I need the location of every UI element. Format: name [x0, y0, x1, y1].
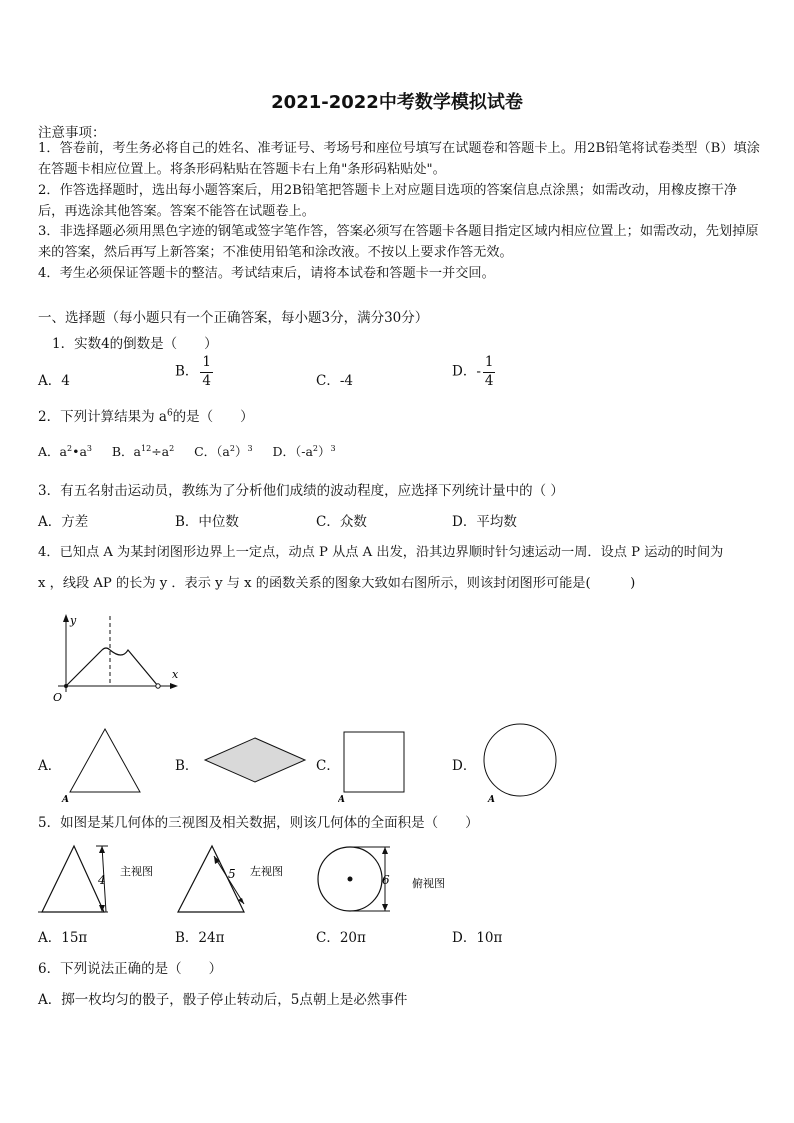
q2-option-a: A．$a^2•a^3$ — [38, 443, 92, 459]
rhombus-icon — [200, 734, 310, 784]
q5-three-views — [38, 838, 458, 918]
q2-option-b: B．$a^{12}\div a^2$ — [111, 443, 175, 459]
question-4-line-1: 4．已知点 A 为某封闭图形边界上一定点，动点 P 从点 A 出发，沿其边界顺时针匀速运动一周．设点 P 运动的时间为 — [38, 545, 724, 560]
q3-option-a: A．方差 — [38, 514, 89, 530]
point-a-label: A — [488, 795, 495, 804]
q4-option-a: A． — [38, 758, 62, 774]
q1-option-b: B． $\frac{1}{4}$ — [175, 354, 212, 389]
point-a-label: A — [62, 795, 69, 804]
note-item: 2．作答选择题时，选出每小题答案后，用2B铅笔把答题卡上对应题目选项的答案信息点涂黑；如需改动，用橡皮擦干净后，再选涂其他答案。答案不能答在试题卷上。 — [38, 183, 738, 219]
q4-function-graph — [44, 612, 194, 707]
front-view — [38, 846, 153, 912]
q3-option-d: D．平均数 — [452, 514, 517, 530]
q1-option-a: A．4 — [38, 373, 70, 389]
side-view-dimension: 5 — [228, 867, 236, 881]
square-icon — [338, 728, 408, 804]
q4-option-d: D． — [452, 758, 477, 774]
q3-option-b: B．中位数 — [175, 514, 239, 530]
q1-option-c: C．-4 — [316, 373, 353, 389]
question-1-stem: 1．实数4的倒数是（ ） — [52, 336, 218, 352]
graph-origin-label: O — [53, 691, 63, 704]
q2-option-c: C．$(a^2)^3$ — [194, 443, 253, 459]
q4-option-b: B． — [175, 758, 199, 774]
side-view — [178, 846, 283, 912]
q3-option-c: C．众数 — [316, 514, 367, 530]
graph-y-label: y — [70, 614, 77, 627]
side-view-label: 左视图 — [250, 865, 283, 878]
note-item: 4．考生必须保证答题卡的整洁。考试结束后，请将本试卷和答题卡一并交回。 — [38, 266, 495, 281]
note-item: 3．非选择题必须用黑色字迹的钢笔或签字笔作答，答案必须写在答题卡各题目指定区域内相应位置上；如需改动，先划掉原来的答案，然后再写上新答案；不准使用铅笔和涂改液。不按以上要求作答无效。 — [38, 224, 759, 260]
fraction: $\frac{1}{4}$ — [202, 354, 212, 389]
front-view-label: 主视图 — [120, 865, 153, 878]
note-item: 1．答卷前，考生务必将自己的姓名、准考证号、考场号和座位号填写在试题卷和答题卡上。用2B铅笔将试卷类型（B）填涂在答题卡相应位置上。将条形码粘贴在答题卡右上角"条形码粘贴处"。 — [38, 141, 760, 177]
notes-heading: 注意事项： — [38, 125, 106, 141]
question-2-stem: 2．下列计算结果为 $a^6$的是（ ） — [38, 408, 254, 425]
question-4-line-2: x ，线段 AP 的长为 y ．表示 y 与 x 的函数关系的图象大致如右图所示，则该封闭图形可能是( ) — [38, 576, 636, 591]
front-view-dimension: 4 — [98, 873, 106, 887]
q2-options — [38, 442, 336, 460]
circle-icon — [480, 720, 562, 804]
graph-x-label: x — [172, 668, 179, 681]
q6-option-a: A．掷一枚均匀的骰子，骰子停止转动后，5点朝上是必然事件 — [38, 992, 408, 1008]
exam-title: 2021-2022中考数学模拟试卷 — [271, 92, 523, 113]
top-view-dimension: 6 — [382, 873, 390, 887]
question-5-stem: 5．如图是某几何体的三视图及相关数据，则该几何体的全面积是（ ） — [38, 815, 479, 831]
fraction: $\frac{1}{4}$ — [484, 354, 494, 389]
q5-option-c: C．20π — [316, 930, 366, 946]
question-3-stem: 3．有五名射击运动员，教练为了分析他们成绩的波动程度，应选择下列统计量中的（ ） — [38, 483, 564, 499]
question-6-stem: 6．下列说法正确的是（ ） — [38, 961, 223, 977]
top-view-label: 俯视图 — [412, 877, 445, 890]
section-heading: 一、选择题（每小题只有一个正确答案，每小题3分，满分30分） — [38, 310, 429, 326]
q4-option-c: C． — [316, 758, 340, 774]
q2-option-d: D．$(-a^2)^3$ — [272, 443, 336, 459]
q1-option-d: D．- $\frac{1}{4}$ — [452, 354, 494, 389]
point-a-label: A — [338, 795, 345, 804]
equilateral-triangle-icon — [60, 724, 150, 804]
q5-option-b: B．24π — [175, 930, 225, 946]
q5-option-a: A．15π — [38, 930, 88, 946]
q5-option-d: D．10π — [452, 930, 503, 946]
top-view — [318, 847, 445, 911]
